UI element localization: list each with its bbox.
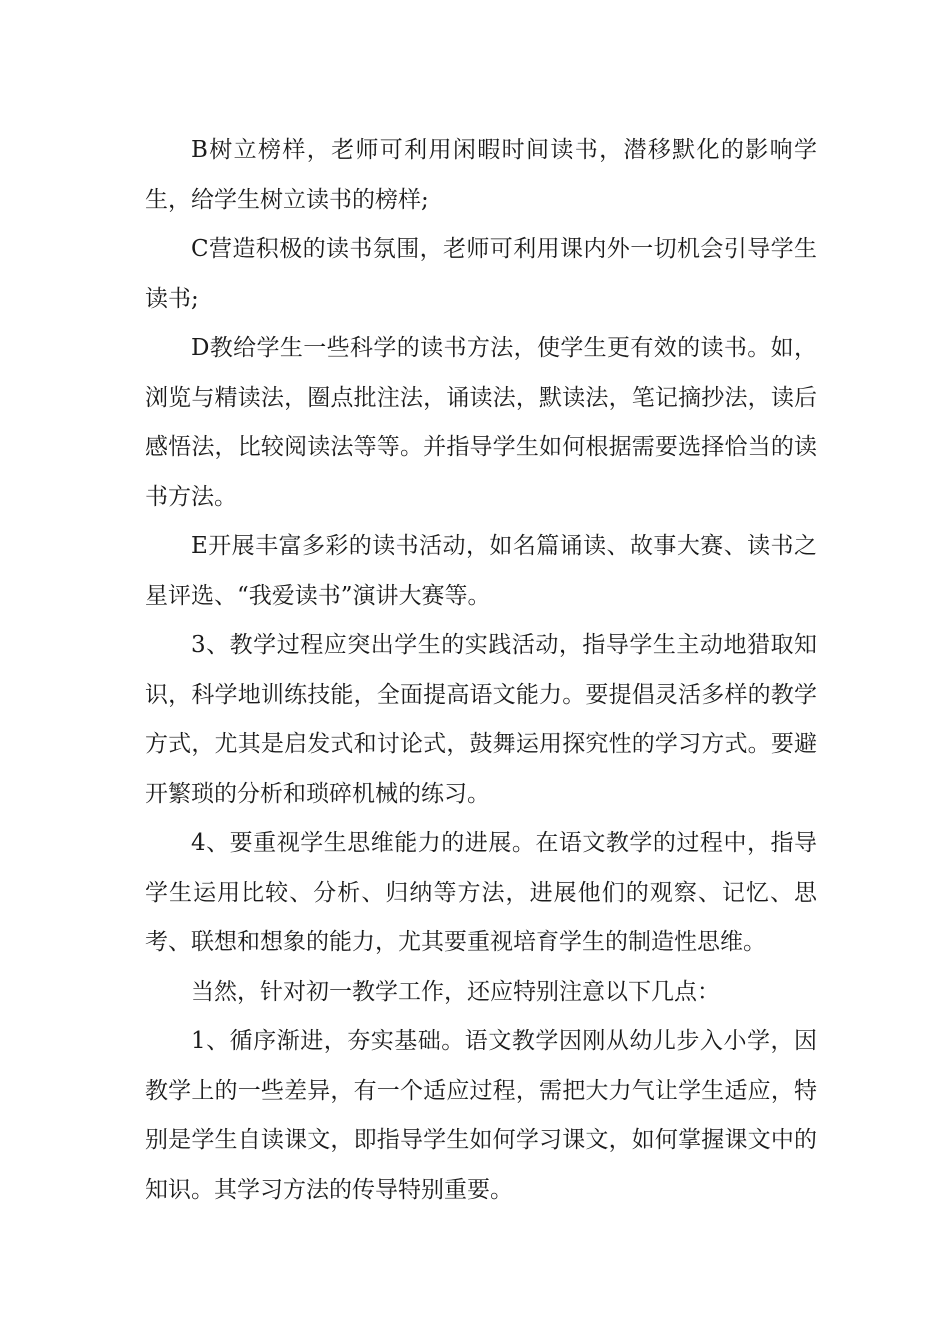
paragraph-e-reading-activities: E开展丰富多彩的读书活动，如名篇诵读、故事大赛、读书之星评选、“我爱读书”演讲大赛等。 bbox=[145, 533, 817, 609]
paragraph-4-thinking-ability: 4、要重视学生思维能力的进展。在语文教学的过程中，指导学生运用比较、分析、归纳等方法，进展他们的观察、记忆、思考、联想和想象的能力，尤其要重视培育学生的制造性思维。 bbox=[145, 830, 817, 955]
paragraph-3-practice-activities: 3、教学过程应突出学生的实践活动，指导学生主动地猎取知识，科学地训练技能，全面提高语文能力。要提倡灵活多样的教学方式，尤其是启发式和讨论式，鼓舞运用探究性的学习方式。要避开繁琐的分析和琐碎机械的练习。 bbox=[145, 632, 817, 807]
paragraph-1-step-by-step: 1、循序渐进，夯实基础。语文教学因刚从幼儿步入小学，因教学上的一些差异，有一个适应过程，需把大力气让学生适应，特别是学生自读课文，即指导学生如何学习课文，如何掌握课文中的知识。其学习方法的传导特别重要。 bbox=[145, 1028, 817, 1203]
paragraph-grade-one-notes: 当然，针对初一教学工作，还应特别注意以下几点： bbox=[191, 978, 720, 1005]
document-body bbox=[145, 126, 817, 1215]
paragraph-c-reading-atmosphere: C营造积极的读书氛围，老师可利用课内外一切机会引导学生读书; bbox=[145, 236, 817, 312]
paragraph-d-reading-methods: D教给学生一些科学的读书方法，使学生更有效的读书。如，浏览与精读法，圈点批注法，诵读法，默读法，笔记摘抄法，读后感悟法，比较阅读法等等。并指导学生如何根据需要选择恰当的读书方法。 bbox=[145, 335, 817, 510]
paragraph-b-role-model: B树立榜样，老师可利用闲暇时间读书，潜移默化的影响学生，给学生树立读书的榜样; bbox=[145, 137, 817, 213]
